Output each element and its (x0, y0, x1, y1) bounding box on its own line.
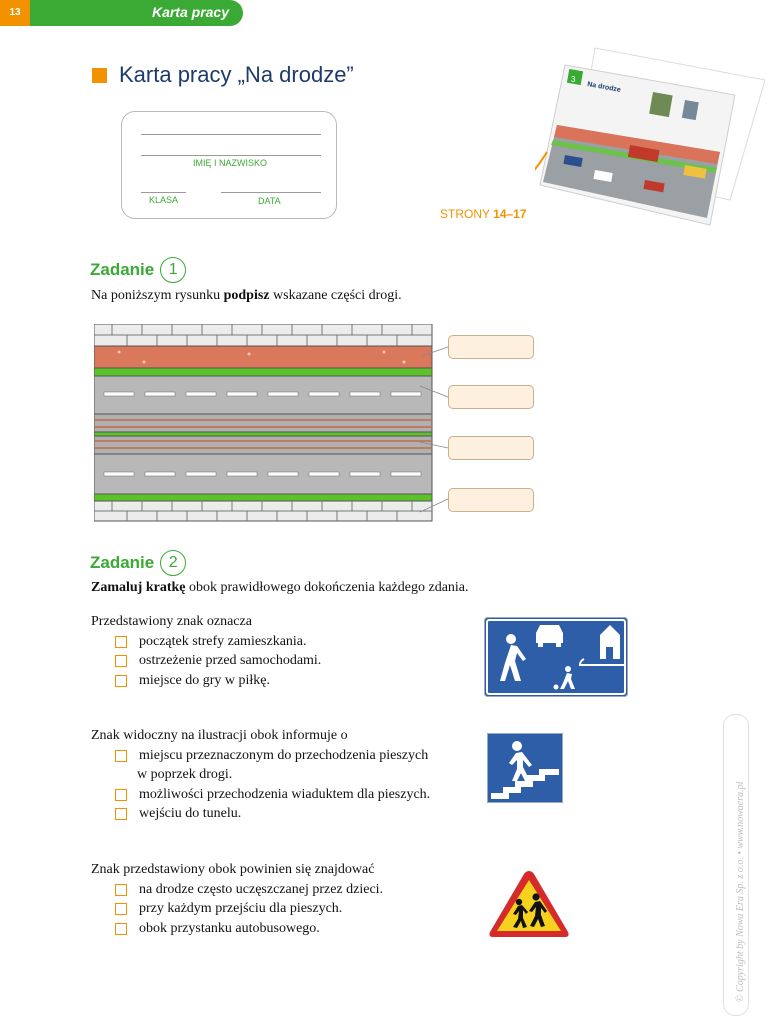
title-bullet (92, 68, 107, 83)
option-text: ostrzeżenie przed samochodami. (139, 653, 322, 668)
question-1-option-b[interactable] (91, 651, 471, 671)
task-1-instruction (91, 288, 402, 304)
question-2 (91, 726, 471, 824)
checkbox[interactable] (115, 636, 127, 648)
chapter-number: 3 (571, 75, 576, 84)
pages-range: 14–17 (493, 207, 527, 221)
question-2-stem: Znak widoczny na ilustracji obok informuje o (91, 728, 348, 743)
option-text: obok przystanku autobusowego. (139, 920, 320, 936)
class-line[interactable] (141, 192, 186, 193)
question-1 (91, 612, 471, 690)
question-2-option-a-continued: w poprzek drogi. (137, 767, 233, 782)
question-1-stem: Przedstawiony znak oznacza (91, 614, 252, 629)
question-1-option-c[interactable] (91, 671, 471, 691)
option-text: początek strefy zamieszkania. (139, 633, 307, 649)
question-2-option-b[interactable] (91, 785, 471, 805)
checkbox[interactable] (115, 808, 127, 820)
checkbox[interactable] (115, 750, 127, 762)
option-text: na drodze często uczęszczanej przez dzieci. (139, 881, 384, 897)
student-info-card (121, 111, 337, 219)
name-line-2[interactable] (141, 155, 321, 156)
task-2-instruction-post: obok prawidłowego dokończenia każdego zdania. (185, 580, 469, 595)
textbook-thumbnail (535, 40, 765, 230)
date-line[interactable] (221, 192, 321, 193)
answer-box-tram-track[interactable] (448, 436, 534, 460)
chapter-title: Na drodze (586, 81, 622, 94)
name-line-1[interactable] (141, 134, 321, 135)
checkbox[interactable] (115, 675, 127, 687)
children-warning-sign-icon (487, 868, 571, 940)
question-3 (91, 860, 471, 938)
textbook-pages-label (440, 207, 527, 221)
checkbox[interactable] (115, 923, 127, 935)
checkbox[interactable] (115, 655, 127, 667)
option-text: miejsce do gry w piłkę. (139, 672, 271, 688)
task-2-label: Zadanie (90, 553, 155, 572)
page-number: 13 (0, 0, 30, 26)
option-text: możliwości przechodzenia wiaduktem dla pieszych. (139, 786, 431, 802)
task-1-number: 1 (160, 257, 186, 283)
answer-box-sidewalk[interactable] (448, 488, 534, 512)
question-2-option-a[interactable] (91, 746, 471, 766)
option-text: przy każdym przejściu dla pieszych. (139, 901, 343, 916)
page-title: Karta pracy „Na drodze” (119, 62, 354, 87)
task-1-instruction-bold: podpisz (223, 288, 270, 303)
class-label: KLASA (149, 195, 179, 205)
pedestrian-footbridge-sign-icon (487, 733, 563, 803)
task-1-label: Zadanie (90, 260, 155, 279)
name-label: IMIĘ I NAZWISKO (192, 158, 267, 168)
task-2-instruction (91, 580, 469, 596)
date-label: DATA (258, 196, 281, 206)
question-3-option-a[interactable] (91, 880, 471, 900)
copyright-notice: © Copyright by Nowa Era Sp. z o.o. • www.nowaera.pl (735, 781, 746, 1002)
task-2-header (90, 550, 186, 576)
checkbox[interactable] (115, 884, 127, 896)
question-3-stem: Znak przedstawiony obok powinien się znajdować (91, 862, 375, 877)
home-zone-sign-icon (484, 617, 628, 697)
option-text: miejscu przeznaczonym do przechodzenia pieszych (139, 747, 429, 763)
pages-prefix: STRONY (440, 207, 490, 221)
task-1-header (90, 257, 186, 283)
option-text: wejściu do tunelu. (139, 806, 242, 821)
task-1-instruction-pre: Na poniższym rysunku (91, 288, 224, 303)
question-3-option-b[interactable] (91, 899, 471, 919)
question-2-option-c[interactable] (91, 804, 471, 824)
section-tab: Karta pracy (30, 0, 243, 26)
answer-box-roadway[interactable] (448, 385, 534, 409)
checkbox[interactable] (115, 903, 127, 915)
task-2-instruction-bold: Zamaluj kratkę (91, 580, 186, 595)
checkbox[interactable] (115, 789, 127, 801)
task-1-instruction-post: wskazane części drogi. (269, 288, 402, 303)
answer-box-bike-path[interactable] (448, 335, 534, 359)
task-2-number: 2 (160, 550, 186, 576)
question-3-option-c[interactable] (91, 919, 471, 939)
question-1-option-a[interactable] (91, 632, 471, 652)
